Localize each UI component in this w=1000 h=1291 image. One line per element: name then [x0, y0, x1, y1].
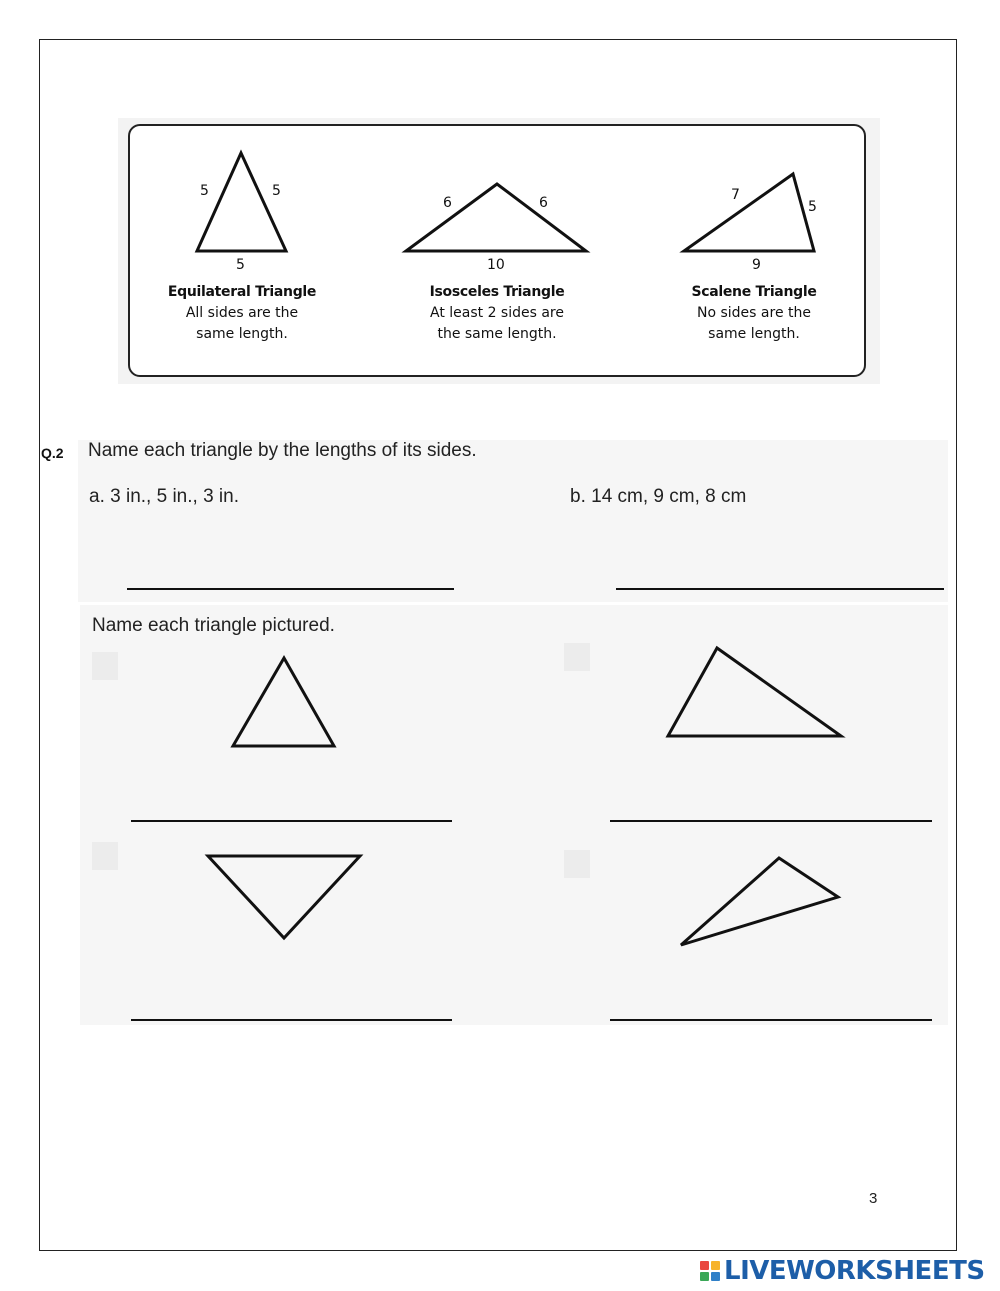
isosceles-name: Isosceles Triangle: [429, 284, 565, 300]
answer-input-2[interactable]: [610, 792, 932, 822]
pictured-triangle-3: [208, 856, 360, 938]
scalene-desc-line2: same length.: [708, 326, 800, 342]
logo-text: LIVEWORKSHEETS: [724, 1256, 985, 1286]
pictured-triangle-1: [233, 658, 334, 746]
answer-input-1[interactable]: [131, 792, 452, 822]
logo-square: [700, 1272, 709, 1281]
pictured-triangle-2: [668, 648, 841, 736]
isosceles-desc-line1: At least 2 sides are: [429, 305, 564, 321]
equilateral-side-right: 5: [272, 183, 281, 199]
equilateral-base: 5: [236, 257, 245, 273]
equilateral-desc-line2: same length.: [196, 326, 288, 342]
logo-square: [711, 1261, 720, 1270]
scalene-side-left: 7: [731, 187, 740, 203]
scalene-side-right: 5: [808, 199, 817, 215]
isosceles-desc-line2: the same length.: [437, 326, 557, 342]
isosceles-side-left: 6: [443, 195, 452, 211]
logo-square: [700, 1261, 709, 1270]
isosceles-base: 10: [487, 257, 505, 273]
page-number: 3: [869, 1190, 878, 1207]
question-number: Q.2: [41, 445, 64, 461]
scalene-desc-line1: No sides are the: [697, 305, 811, 321]
pictured-title: Name each triangle pictured.: [92, 615, 335, 636]
liveworksheets-logo: [700, 1256, 985, 1286]
answer-input-4[interactable]: [610, 991, 932, 1021]
equilateral-desc-line1: All sides are the: [185, 305, 299, 321]
scalene-base: 9: [752, 257, 761, 273]
question-item-b: b. 14 cm, 9 cm, 8 cm: [570, 486, 747, 507]
logo-square: [711, 1272, 720, 1281]
question-item-a: a. 3 in., 5 in., 3 in.: [89, 486, 239, 507]
answer-input-3[interactable]: [131, 991, 452, 1021]
scalene-name: Scalene Triangle: [691, 284, 817, 300]
isosceles-side-right: 6: [539, 195, 548, 211]
question-title: Name each triangle by the lengths of its sides.: [88, 440, 477, 461]
pictured-triangle-4: [681, 858, 838, 945]
equilateral-side-left: 5: [200, 183, 209, 199]
equilateral-name: Equilateral Triangle: [167, 284, 317, 300]
logo-icon: [700, 1261, 720, 1281]
